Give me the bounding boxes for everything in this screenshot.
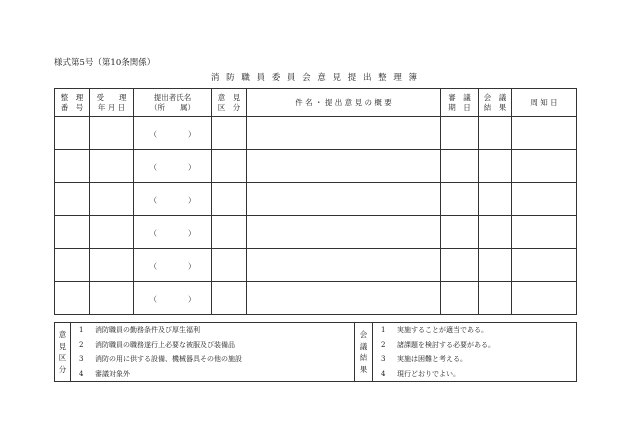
cell-submitter[interactable] — [134, 183, 212, 216]
header-submitter — [134, 89, 212, 117]
item-number: 2 — [79, 340, 84, 349]
list-item — [79, 352, 354, 367]
cell-serial-number[interactable] — [55, 216, 90, 249]
header-serial-number-line2: 番 号 — [60, 102, 84, 112]
cell-deliberation-date[interactable] — [441, 282, 479, 315]
cell-notification-date[interactable] — [512, 216, 577, 249]
header-row — [55, 89, 577, 117]
cell-deliberation-date[interactable] — [441, 216, 479, 249]
cell-subject-summary[interactable] — [247, 249, 441, 282]
open-paren: （ — [149, 195, 157, 205]
cell-meeting-result[interactable] — [479, 216, 512, 249]
form-number: 様式第5号（第10条関係） — [54, 58, 156, 68]
open-paren: （ — [149, 261, 157, 271]
list-item — [381, 338, 576, 353]
header-meeting-result — [479, 89, 512, 117]
cell-meeting-result[interactable] — [479, 249, 512, 282]
header-opinion-category-line1: 意 見 — [217, 92, 241, 102]
item-text: 消防の用に供する設備、機械器具その他の施設 — [95, 355, 242, 363]
table-row — [55, 150, 577, 183]
cell-subject-summary[interactable] — [247, 282, 441, 315]
cell-meeting-result[interactable] — [479, 150, 512, 183]
header-received-date-line2: 年 月 日 — [97, 102, 126, 112]
cell-subject-summary[interactable] — [247, 150, 441, 183]
list-item — [79, 338, 354, 353]
open-paren: （ — [149, 162, 157, 172]
list-item — [79, 323, 354, 338]
form-title: 消 防 職 員 委 員 会 意 見 提 出 整 理 簿 — [210, 73, 420, 83]
list-item — [381, 367, 576, 382]
table-row — [55, 216, 577, 249]
cell-meeting-result[interactable] — [479, 117, 512, 150]
meeting-result-label-char: 議 — [359, 341, 368, 351]
item-number: 3 — [79, 355, 84, 363]
header-notification-date — [512, 89, 577, 117]
cell-meeting-result[interactable] — [479, 282, 512, 315]
header-submitter-line1: 提出者氏名 — [153, 92, 192, 102]
opinion-category-label-char: 分 — [58, 364, 67, 374]
legend-table — [54, 322, 577, 382]
open-paren: （ — [149, 294, 157, 304]
close-paren: ） — [188, 294, 196, 304]
affiliation-parentheses — [146, 261, 200, 270]
affiliation-parentheses — [146, 228, 200, 237]
cell-submitter[interactable] — [134, 150, 212, 183]
header-serial-number — [55, 89, 90, 117]
item-text: 現行どおりでよい。 — [397, 369, 460, 378]
opinion-category-label-char: 見 — [58, 341, 67, 351]
cell-subject-summary[interactable] — [247, 183, 441, 216]
opinion-category-list — [71, 323, 355, 382]
header-deliberation-date-line1: 審 議 — [448, 92, 471, 102]
close-paren: ） — [188, 261, 196, 271]
cell-submitter[interactable] — [134, 216, 212, 249]
meeting-result-label-char: 会 — [359, 330, 368, 339]
cell-deliberation-date[interactable] — [441, 117, 479, 150]
close-paren: ） — [188, 195, 196, 205]
header-meeting-result-line1: 会 議 — [483, 92, 507, 102]
cell-received-date[interactable] — [90, 249, 134, 282]
cell-serial-number[interactable] — [55, 117, 90, 150]
cell-notification-date[interactable] — [512, 183, 577, 216]
affiliation-parentheses — [146, 195, 200, 204]
item-text: 実施は困難と考える。 — [397, 355, 467, 363]
item-text: 審議対象外 — [95, 369, 130, 378]
cell-opinion-category[interactable] — [212, 282, 247, 315]
cell-opinion-category[interactable] — [212, 183, 247, 216]
table-row — [55, 117, 577, 150]
opinion-category-label-char: 意 — [58, 330, 67, 339]
item-text: 実施することが適当である。 — [397, 326, 488, 334]
cell-opinion-category[interactable] — [212, 117, 247, 150]
header-subject-summary-label: 件 名 ・ 提 出 意 見 の 概 要 — [295, 97, 392, 107]
cell-received-date[interactable] — [90, 150, 134, 183]
cell-notification-date[interactable] — [512, 249, 577, 282]
meeting-result-list — [373, 323, 577, 382]
list-item — [381, 323, 576, 338]
header-subject-summary — [247, 89, 441, 117]
list-item — [381, 352, 576, 367]
header-received-date — [90, 89, 134, 117]
cell-deliberation-date[interactable] — [441, 150, 479, 183]
item-number: 4 — [381, 369, 386, 378]
cell-received-date[interactable] — [90, 117, 134, 150]
cell-opinion-category[interactable] — [212, 249, 247, 282]
legend-row — [55, 323, 577, 382]
close-paren: ） — [188, 228, 196, 238]
table-row — [55, 249, 577, 282]
open-paren: （ — [149, 228, 157, 238]
affiliation-parentheses — [146, 294, 200, 303]
opinion-category-label-char: 区 — [58, 353, 67, 362]
item-number: 2 — [381, 340, 386, 349]
meeting-result-label-char: 結 — [359, 353, 368, 362]
cell-received-date[interactable] — [90, 216, 134, 249]
affiliation-parentheses — [146, 162, 200, 171]
cell-serial-number[interactable] — [55, 150, 90, 183]
cell-serial-number[interactable] — [55, 183, 90, 216]
item-number: 3 — [381, 355, 386, 363]
cell-notification-date[interactable] — [512, 117, 577, 150]
header-deliberation-date — [441, 89, 479, 117]
cell-opinion-category[interactable] — [212, 150, 247, 183]
cell-received-date[interactable] — [90, 183, 134, 216]
list-item — [79, 367, 354, 382]
table-row — [55, 183, 577, 216]
table-row — [55, 282, 577, 315]
cell-subject-summary[interactable] — [247, 216, 441, 249]
cell-notification-date[interactable] — [512, 282, 577, 315]
cell-subject-summary[interactable] — [247, 117, 441, 150]
cell-serial-number[interactable] — [55, 249, 90, 282]
cell-notification-date[interactable] — [512, 150, 577, 183]
cell-serial-number[interactable] — [55, 282, 90, 315]
opinion-register-table — [54, 88, 577, 315]
meeting-result-label — [355, 323, 373, 382]
opinion-category-label — [55, 323, 71, 382]
header-opinion-category — [212, 89, 247, 117]
affiliation-parentheses — [146, 129, 200, 138]
header-serial-number-line1: 整 理 — [60, 92, 84, 102]
item-number: 1 — [381, 326, 386, 334]
item-number: 1 — [79, 326, 84, 334]
item-text: 消防職員の勤務条件及び厚生福利 — [95, 326, 200, 334]
close-paren: ） — [188, 162, 196, 172]
cell-deliberation-date[interactable] — [441, 249, 479, 282]
cell-received-date[interactable] — [90, 282, 134, 315]
open-paren: （ — [149, 129, 157, 139]
close-paren: ） — [188, 129, 196, 139]
header-deliberation-date-line2: 期 日 — [448, 102, 471, 112]
item-text: 諸課題を検討する必要がある。 — [397, 340, 495, 349]
meeting-result-label-char: 果 — [359, 364, 368, 374]
item-number: 4 — [79, 369, 84, 378]
cell-meeting-result[interactable] — [479, 183, 512, 216]
header-notification-date-label: 周 知 日 — [530, 97, 558, 107]
item-text: 消防職員の職務遂行上必要な被服及び装備品 — [95, 340, 235, 349]
header-meeting-result-line2: 結 果 — [483, 102, 507, 112]
header-received-date-line1: 受 理 — [96, 92, 127, 102]
header-opinion-category-line2: 区 分 — [217, 102, 241, 112]
cell-submitter[interactable] — [134, 282, 212, 315]
cell-submitter[interactable] — [134, 117, 212, 150]
header-submitter-line2: （所 属） — [150, 102, 195, 112]
cell-submitter[interactable] — [134, 249, 212, 282]
cell-opinion-category[interactable] — [212, 216, 247, 249]
cell-deliberation-date[interactable] — [441, 183, 479, 216]
